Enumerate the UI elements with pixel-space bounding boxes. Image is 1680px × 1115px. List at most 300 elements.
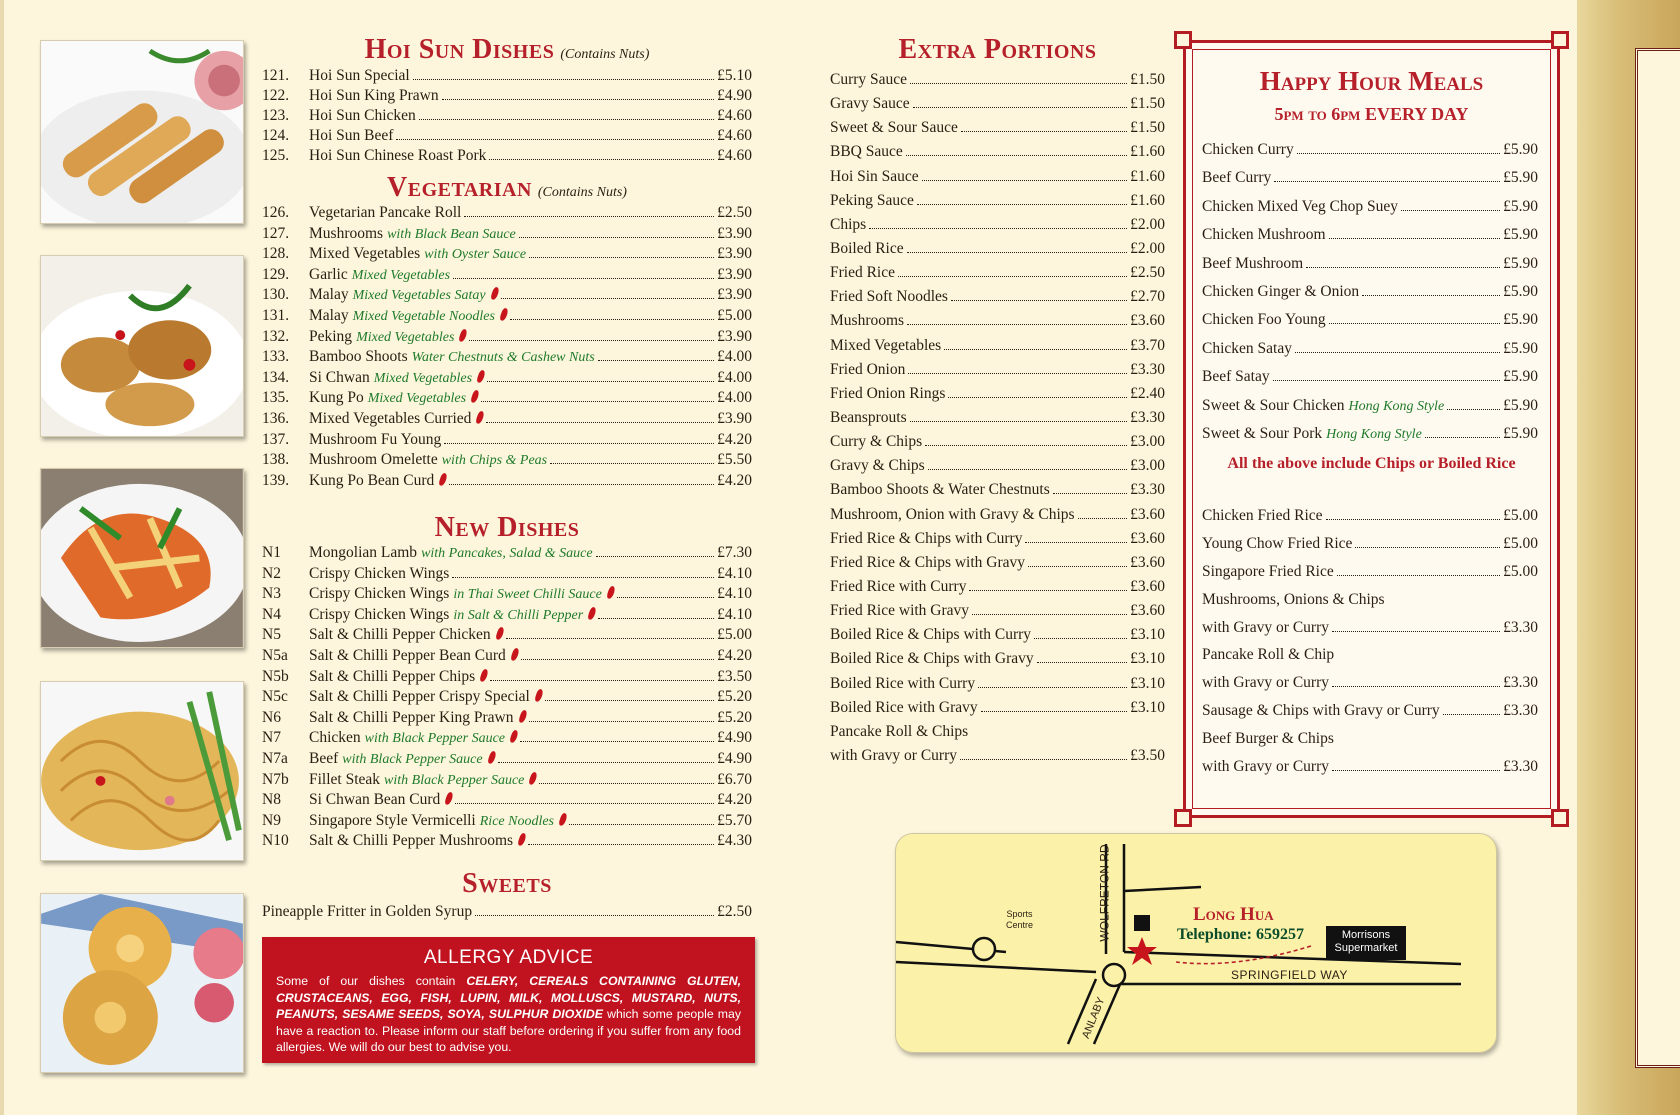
extra-portions-list	[830, 68, 1165, 768]
item-name: Gravy Sauce	[830, 95, 910, 113]
dot-leader	[519, 237, 714, 238]
dot-leader	[1401, 210, 1500, 211]
chili-icon	[499, 307, 509, 321]
dot-leader	[464, 216, 714, 217]
chili-icon	[495, 627, 505, 641]
dot-leader	[1297, 153, 1500, 154]
item-number: 134.	[262, 368, 290, 386]
menu-item-row	[830, 237, 1165, 261]
item-name-wrap	[262, 901, 472, 923]
frame-corner	[1551, 809, 1569, 827]
dot-leader	[1329, 323, 1501, 324]
dot-leader	[944, 349, 1127, 350]
item-name: Pancake Roll & Chips	[830, 722, 969, 740]
menu-item-row	[262, 327, 752, 348]
item-name-wrap	[830, 165, 919, 189]
item-name-wrap	[309, 106, 416, 126]
item-name: Bamboo Shoots & Water Chestnuts	[830, 481, 1050, 499]
hoi-sun-list	[262, 66, 752, 166]
item-number: N3	[262, 585, 281, 603]
back-cover-frame	[1635, 48, 1680, 1068]
item-number: 128.	[262, 245, 290, 263]
menu-item-row	[262, 564, 752, 585]
item-description: with Pancakes, Salad & Sauce	[421, 546, 593, 561]
item-price: £3.30	[1503, 758, 1538, 776]
dot-leader	[1028, 566, 1127, 567]
dot-leader	[907, 324, 1127, 325]
item-name-wrap	[830, 696, 978, 720]
item-price: £4.10	[717, 564, 752, 582]
menu-item-row	[830, 599, 1165, 623]
menu-item-row	[830, 116, 1165, 140]
dot-leader	[981, 711, 1127, 712]
item-name: Salt & Chilli Pepper King Prawn	[309, 708, 514, 726]
menu-item-row	[830, 478, 1165, 502]
dot-leader	[1443, 714, 1500, 715]
item-name-wrap	[309, 327, 466, 349]
menu-item-row	[830, 334, 1165, 358]
item-name-wrap	[1202, 136, 1294, 164]
dot-leader	[550, 463, 714, 464]
item-price: £3.70	[1130, 336, 1165, 354]
item-number: 129.	[262, 265, 290, 283]
item-name-wrap	[830, 213, 866, 237]
item-number: N7	[262, 729, 281, 747]
menu-item-row	[262, 430, 752, 451]
menu-item-row	[1202, 278, 1538, 306]
roundabout	[1103, 964, 1125, 986]
spring-rolls-image	[41, 41, 243, 223]
item-name-wrap	[309, 605, 595, 627]
item-number: N6	[262, 708, 281, 726]
dot-leader	[490, 680, 714, 681]
item-name-wrap	[830, 140, 903, 164]
back-cover-gold-band	[1577, 0, 1680, 1115]
dot-leader	[455, 803, 714, 804]
sweets-heading	[262, 868, 752, 900]
menu-item-row	[830, 527, 1165, 551]
item-price: £4.00	[717, 389, 752, 407]
dot-leader	[922, 180, 1127, 181]
item-price: £3.30	[1130, 360, 1165, 378]
item-price: £5.70	[717, 811, 752, 829]
item-name-wrap	[1202, 530, 1352, 558]
item-name: Mushrooms, Onions & Chips	[1202, 590, 1385, 608]
allergy-title: ALLERGY ADVICE	[423, 947, 594, 968]
item-name: Boiled Rice	[830, 239, 904, 257]
item-name: Hoi Sin Sauce	[830, 167, 919, 185]
frame-corner	[1551, 31, 1569, 49]
item-number: N2	[262, 564, 281, 582]
new-dishes-heading	[262, 512, 752, 544]
dot-leader	[869, 228, 1127, 229]
item-name-wrap	[309, 811, 566, 833]
item-price: £3.30	[1130, 408, 1165, 426]
item-price: £3.30	[1130, 481, 1165, 499]
item-price: £5.90	[1503, 368, 1538, 386]
item-price: £4.90	[717, 729, 752, 747]
road-line	[896, 962, 1096, 972]
menu-item-row	[262, 347, 752, 368]
menu-item-row	[262, 450, 752, 471]
item-name: Fried Rice & Chips with Gravy	[830, 553, 1026, 571]
menu-item-row	[830, 503, 1165, 527]
extra-portions-heading	[830, 34, 1165, 66]
dot-leader	[617, 597, 714, 598]
item-name: Mixed Vegetables	[309, 245, 421, 263]
item-name: Sausage & Chips with Gravy or Curry	[1202, 702, 1440, 720]
item-name: Singapore Fried Rice	[1202, 562, 1334, 580]
dot-leader	[1355, 547, 1500, 548]
item-price: £4.10	[717, 585, 752, 603]
roundabout	[973, 938, 995, 960]
menu-item-row	[830, 261, 1165, 285]
item-name: Boiled Rice with Gravy	[830, 698, 978, 716]
item-name: Mushrooms	[309, 224, 384, 242]
dot-leader	[598, 618, 714, 619]
item-price: £3.60	[1130, 505, 1165, 523]
item-price: £3.10	[1130, 674, 1165, 692]
item-price: £3.90	[717, 327, 752, 345]
restaurant-name: Long Hua	[1193, 904, 1274, 925]
item-price: £5.90	[1503, 424, 1538, 442]
item-name-wrap	[830, 358, 905, 382]
item-description: Mixed Vegetables	[351, 267, 451, 283]
item-name-wrap	[309, 728, 517, 750]
location-map	[895, 833, 1497, 1053]
item-number: N7b	[262, 770, 289, 788]
item-name: Sweet & Sour Sauce	[830, 119, 958, 137]
dot-leader	[529, 721, 715, 722]
item-number: N7a	[262, 749, 288, 767]
dot-leader	[453, 278, 714, 279]
dot-leader	[1447, 409, 1500, 410]
item-price: £4.00	[717, 348, 752, 366]
dot-leader	[1337, 575, 1500, 576]
hoi-sun-heading	[262, 34, 752, 66]
menu-item-row	[830, 696, 1165, 720]
item-name-wrap	[309, 285, 498, 307]
item-number: 137.	[262, 430, 290, 448]
menu-item-row	[262, 770, 752, 791]
photo-sweet-chilli-dish	[40, 468, 244, 648]
menu-item-row	[262, 790, 752, 811]
item-description: Mixed Vegetables Satay	[352, 288, 486, 304]
item-name: Hoi Sun Special	[309, 67, 410, 84]
chili-icon	[529, 771, 539, 785]
item-name-wrap	[830, 720, 968, 744]
item-price: £3.90	[717, 286, 752, 304]
dot-leader	[489, 159, 714, 160]
sports-centre-label: Sports Centre	[1006, 909, 1034, 930]
item-name-wrap	[309, 430, 441, 451]
item-name: Chips	[830, 215, 867, 233]
item-price: £5.90	[1503, 311, 1538, 329]
item-number: 132.	[262, 327, 290, 345]
item-price: £3.00	[1130, 457, 1165, 475]
item-price: £5.20	[717, 708, 752, 726]
item-name-wrap	[830, 334, 941, 358]
menu-item-row	[262, 543, 752, 564]
item-name: Chicken Curry	[1202, 141, 1294, 158]
menu-item-row	[262, 106, 752, 126]
item-name-wrap	[1202, 725, 1334, 753]
item-price: £3.90	[717, 224, 752, 242]
item-description: with Black Pepper Sauce	[342, 751, 483, 767]
menu-item-row	[830, 454, 1165, 478]
item-price: £3.60	[1130, 553, 1165, 571]
location-star-icon	[1127, 937, 1157, 965]
item-name-wrap	[309, 347, 595, 369]
item-price: £4.30	[717, 832, 752, 850]
chili-icon	[438, 472, 448, 486]
item-name: Si Chwan	[309, 368, 370, 386]
item-name-wrap	[309, 450, 547, 472]
item-name-wrap	[830, 261, 895, 285]
menu-item-row	[830, 68, 1165, 92]
item-name-wrap	[830, 92, 910, 116]
chili-icon	[476, 369, 486, 383]
menu-item-row	[1202, 725, 1538, 753]
item-price: £1.50	[1130, 119, 1165, 137]
menu-item-row	[262, 409, 752, 430]
item-price: £1.60	[1130, 167, 1165, 185]
dot-leader	[486, 422, 714, 423]
dot-leader	[917, 204, 1127, 205]
item-price: £5.20	[717, 688, 752, 706]
item-description: in Thai Sweet Chilli Sauce	[453, 587, 602, 603]
item-name-wrap	[1202, 697, 1440, 725]
dot-leader	[1025, 542, 1127, 543]
item-price: £3.30	[1503, 618, 1538, 636]
item-price: £4.60	[717, 127, 752, 144]
item-description: with Oyster Sauce	[424, 247, 527, 263]
dot-leader	[598, 360, 714, 361]
allergy-outro: which some people may have a reaction to. Please inform our staff before ordering if you suffer from any food allergies. We will do our best to advise you.	[276, 1007, 741, 1054]
item-name-wrap	[1202, 502, 1323, 530]
item-name: Sweet & Sour Pork	[1202, 424, 1323, 442]
menu-item-row	[262, 126, 752, 146]
road-line	[1124, 952, 1461, 964]
dot-leader	[1332, 631, 1500, 632]
item-name-wrap	[830, 454, 925, 478]
allergy-intro: Some of our dishes contain	[276, 974, 456, 988]
item-name-wrap	[309, 667, 487, 688]
menu-item-row	[1202, 753, 1538, 781]
item-price: £4.10	[717, 605, 752, 623]
dot-leader	[529, 257, 714, 258]
item-description: Rice Noodles	[479, 813, 555, 829]
item-name-wrap	[830, 575, 966, 599]
menu-item-row	[830, 213, 1165, 237]
item-price: £7.30	[717, 544, 752, 561]
item-description: Mixed Vegetable Noodles	[352, 308, 495, 324]
item-name-wrap	[830, 382, 945, 406]
dot-leader	[908, 373, 1127, 374]
chili-icon	[490, 287, 500, 301]
vegetarian-title: Vegetarian	[387, 172, 532, 203]
new-dishes-title: New Dishes	[434, 512, 580, 543]
item-price: £2.40	[1130, 384, 1165, 402]
item-description: in Salt & Chilli Pepper	[453, 607, 584, 623]
item-name: Salt & Chilli Pepper Bean Curd	[309, 646, 506, 664]
menu-item-row	[830, 720, 1165, 744]
menu-item-row	[262, 584, 752, 605]
dot-leader	[1329, 238, 1501, 239]
menu-item-row	[262, 667, 752, 688]
item-name: Kung Po	[309, 389, 364, 407]
dot-leader	[506, 638, 714, 639]
item-price: £4.20	[717, 430, 752, 448]
happy-hour-note: All the above include Chips or Boiled Rice	[1227, 455, 1516, 472]
dot-leader	[528, 844, 714, 845]
item-name-wrap	[309, 770, 536, 792]
menu-item-row	[262, 687, 752, 708]
dot-leader	[948, 397, 1127, 398]
item-name-wrap	[830, 285, 948, 309]
item-name: Beef Curry	[1202, 169, 1272, 187]
extra-portions-title: Extra Portions	[898, 34, 1097, 65]
dot-leader	[452, 577, 714, 578]
hoi-sun-title: Hoi Sun Dishes	[364, 34, 555, 65]
item-price: £3.50	[717, 667, 752, 685]
item-description: with Black Bean Sauce	[387, 226, 516, 242]
item-name-wrap	[309, 646, 518, 667]
menu-item-row	[1202, 502, 1538, 530]
item-name-wrap	[830, 237, 904, 261]
item-name: Mushroom Fu Young	[309, 430, 442, 448]
happy-hour-title: Happy Hour Meals	[1259, 66, 1484, 96]
dot-leader	[910, 83, 1127, 84]
item-name: Salt & Chilli Pepper Chips	[309, 667, 476, 685]
menu-item-row	[262, 811, 752, 832]
item-name-wrap	[1202, 614, 1329, 642]
item-name: Hoi Sun Chicken	[309, 107, 416, 124]
item-price: £3.90	[717, 265, 752, 283]
item-name: Peking Sauce	[830, 191, 914, 209]
menu-item-row	[262, 244, 752, 265]
item-name-wrap	[309, 584, 614, 606]
menu-item-row	[1202, 363, 1538, 391]
item-number: N1	[262, 544, 281, 561]
item-price: £5.90	[1503, 254, 1538, 272]
item-name-wrap	[830, 189, 914, 213]
menu-item-row	[1202, 306, 1538, 334]
item-price: £5.90	[1503, 226, 1538, 244]
menu-item-row	[830, 92, 1165, 116]
item-price: £5.90	[1503, 197, 1538, 215]
vegetable-dish-image	[41, 256, 243, 436]
item-price: £3.50	[1130, 746, 1165, 764]
dot-leader	[1326, 519, 1501, 520]
menu-item-row	[1202, 558, 1538, 586]
item-name: Crispy Chicken Wings	[309, 585, 450, 603]
menu-item-row	[1202, 669, 1538, 697]
dot-leader	[907, 252, 1128, 253]
item-name-wrap	[309, 265, 450, 287]
menu-item-row	[830, 575, 1165, 599]
item-name: Fried Rice with Curry	[830, 577, 967, 595]
item-name-wrap	[1202, 641, 1334, 669]
item-name-wrap	[309, 564, 449, 585]
item-number: 121.	[262, 67, 290, 84]
item-name-wrap	[830, 599, 969, 623]
item-price: £5.00	[717, 626, 752, 644]
item-price: £2.00	[1130, 239, 1165, 257]
item-name: Fried Rice	[830, 264, 895, 282]
wolfreton-road-label: WOLFRETON RD	[1097, 844, 1112, 942]
item-price: £6.70	[717, 770, 752, 788]
item-name-wrap	[1202, 363, 1270, 391]
hoi-sun-note: (Contains Nuts)	[560, 47, 650, 62]
dot-leader	[569, 824, 714, 825]
item-description: with Black Pepper Sauce	[384, 772, 525, 788]
item-name-wrap	[309, 471, 446, 492]
menu-item-row	[830, 382, 1165, 406]
item-name-wrap	[830, 116, 958, 140]
menu-item-row	[262, 388, 752, 409]
item-price: £2.50	[717, 204, 752, 221]
item-name: Beef Burger & Chips	[1202, 730, 1334, 748]
item-name: Malay	[309, 306, 349, 324]
dot-leader	[898, 276, 1127, 277]
menu-item-row	[262, 306, 752, 327]
dot-leader	[1274, 181, 1500, 182]
item-name-wrap	[830, 478, 1050, 502]
menu-item-row	[262, 203, 752, 224]
item-number: 139.	[262, 471, 290, 489]
item-name-wrap	[1202, 164, 1271, 192]
dot-leader	[960, 759, 1127, 760]
dot-leader	[969, 590, 1127, 591]
dot-leader	[972, 614, 1127, 615]
item-price: £4.20	[717, 471, 752, 489]
item-number: 133.	[262, 348, 290, 366]
pineapple-fritter-image	[41, 894, 243, 1072]
happy-hour-list	[1202, 136, 1538, 448]
menu-item-row	[830, 430, 1165, 454]
chili-icon	[470, 390, 480, 404]
item-price: £5.90	[1503, 169, 1538, 187]
allergy-advice-box	[262, 937, 755, 1063]
menu-item-row	[830, 406, 1165, 430]
item-price: £5.10	[717, 67, 752, 84]
item-price: £5.90	[1503, 396, 1538, 414]
menu-item-row	[830, 623, 1165, 647]
item-name: Crispy Chicken Wings	[309, 605, 450, 623]
dot-leader	[396, 139, 714, 140]
dot-leader	[1295, 352, 1500, 353]
dot-leader	[961, 131, 1127, 132]
item-name-wrap	[309, 224, 516, 246]
menu-item-row	[830, 647, 1165, 671]
item-name: Chicken Fried Rice	[1202, 507, 1323, 524]
item-name: Singapore Style Vermicelli	[309, 811, 476, 829]
menu-item-row	[262, 605, 752, 626]
item-name-wrap	[830, 503, 1075, 527]
item-price: £4.20	[717, 646, 752, 664]
item-name: Curry Sauce	[830, 71, 908, 88]
item-name-wrap	[830, 430, 922, 454]
item-name-wrap	[830, 527, 1022, 551]
item-price: £1.50	[1130, 95, 1165, 113]
item-price: £5.00	[1503, 562, 1538, 580]
item-name: with Gravy or Curry	[1202, 758, 1329, 776]
menu-item-row	[830, 358, 1165, 382]
dot-leader	[1273, 380, 1501, 381]
item-name: Chicken Ginger & Onion	[1202, 282, 1360, 300]
item-price: £5.50	[717, 451, 752, 469]
